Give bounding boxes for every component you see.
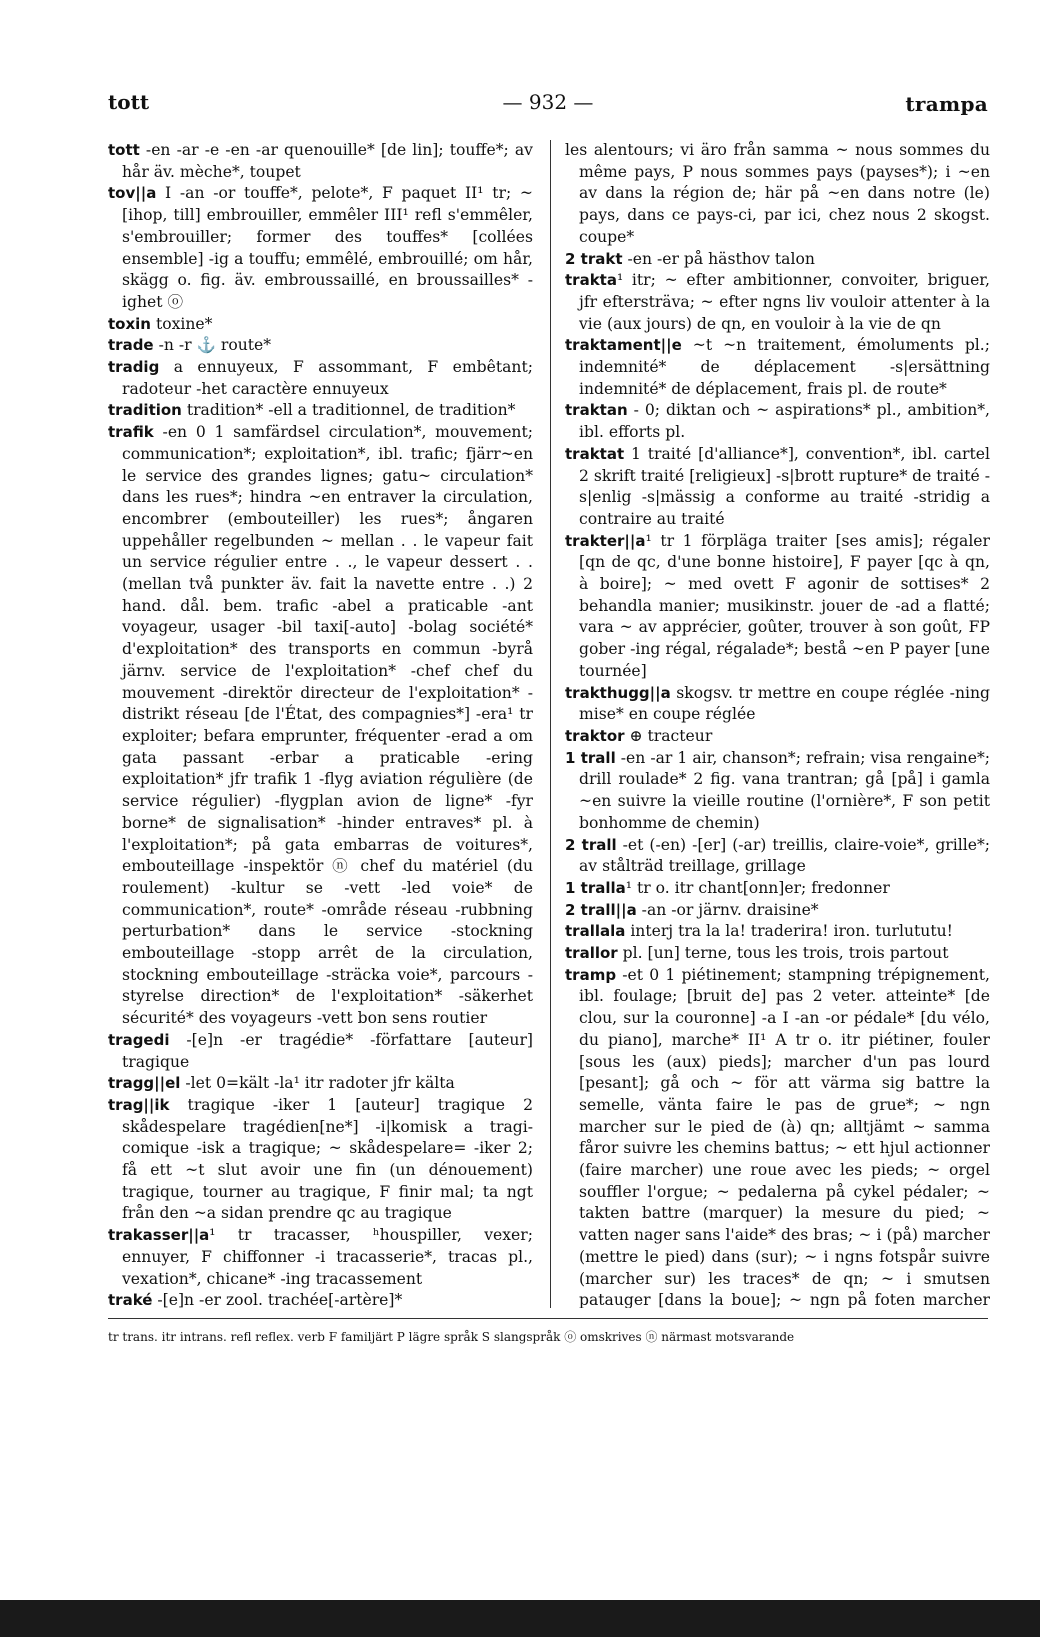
- entry-headword: trallala: [565, 922, 626, 941]
- dictionary-entry: [108, 1225, 533, 1290]
- entry-text: tradition* -ell a traditionnel, de tradition*: [181, 401, 516, 420]
- entry-text: -en -er på hästhov talon: [622, 249, 815, 268]
- entry-headword: trakasser||a: [108, 1226, 210, 1245]
- page-header: [108, 84, 988, 124]
- entry-text: -en -ar 1 air, chanson*; refrain; visa rengaine*; drill roulade* 2 fig. vana trantran; gå [på] i gamla ~en suivre la vieille routine (l'ornière*, F son petit bonhomme de chemin): [579, 748, 990, 832]
- entry-headword: 1 trall: [565, 748, 616, 767]
- abbreviation-legend: tr trans. itr intrans. refl reflex. verb F familjärt P lägre språk S slangspråk ⓞ omskrives ⓝ närmast motsvarande: [108, 1330, 795, 1344]
- entry-text: skogsv. tr mettre en coupe réglée -ning mise* en coupe réglée: [579, 683, 990, 724]
- entry-headword: tramp: [565, 965, 617, 984]
- dictionary-entry: [565, 835, 990, 878]
- entry-headword: 2 trall||a: [565, 900, 637, 919]
- entry-headword: 1 tralla: [565, 878, 626, 897]
- entry-text: ¹ itr; ~ efter ambitionner, convoiter, briguer, jfr eftersträva; ~ efter ngns liv vouloir attenter à la vie (aux jours) de qn, en vouloir à la vie de qn: [579, 271, 990, 333]
- entry-headword: trade: [108, 336, 154, 355]
- entry-text: -[e]n -er tragédie* -författare [auteur] tragique: [122, 1030, 533, 1071]
- entry-text: tragique -iker 1 [auteur] tragique 2 skådespelare tragédien[ne*] -i|komisk a tragi-comique -isk a tragique; ~ skådespelare= -iker 2; få ett ~t slut avoir une fin (un dénouement) tragique, tourner au tragique, F finir mal; ta ngt från den ~a sidan prendre qc au tragique: [122, 1095, 533, 1223]
- entry-headword: trallor: [565, 944, 618, 963]
- dictionary-entry: [565, 965, 990, 1308]
- dictionary-entry: [108, 357, 533, 400]
- dictionary-entry: [108, 1030, 533, 1073]
- dictionary-entry: [565, 878, 990, 900]
- dictionary-entry: [108, 1095, 533, 1225]
- entry-text: interj tra la la! traderira! iron. turlututu!: [625, 922, 953, 941]
- entry-headword: tradig: [108, 358, 160, 377]
- right-running-headword: trampa: [905, 92, 988, 116]
- entry-text: -en 0 1 samfärdsel circulation*, mouvement; communication*; exploitation*, ibl. trafic; fjärr~en le service des grandes lignes; gatu~ circulation* dans les rues*; hindra ~en entraver la circulation, encombrer (embouteiller) les rues*; ångaren uppehåller regelbunden ~ mellan . . le vapeur fait un service régulier entre . ., le vapeur dessert . . (mellan två punkter äv. fait la navette entre . .) 2 hand. dål. bem. trafic -abel a praticable -ant voyageur, usager -bil taxi[-auto] -bolag société* d'exploitation* des transports en commun -byrå järnv. service de l'exploitation* -chef chef du mouvement -direktör directeur de l'exploitation* -distrikt réseau [de l'État, des compagnies*] -era¹ tr exploiter; befara emprunter, fréquenter -erad a om gata passant -erbar a praticable -ering exploitation* jfr trafik 1 -flyg aviation régulière (de service régulier) -flygplan avion de ligne* -fyr borne* de signalisation* -hinder entraves* pl. à l'exploitation*; på gata embarras de voitures*, embouteillage -inspektör ⓝ chef du matériel (du roulement) -kultur se -vett -led voie* de communication*, route* -område réseau -rubbning perturbation* dans le service -stockning embouteillage -stopp arrêt de la circulation, stockning embouteillage -sträcka voie*, parcours -styrelse direction* de l'exploitation* -säkerhet sécurité* des voyageurs -vett bon sens routier: [122, 423, 533, 1028]
- entry-headword: tott: [108, 141, 140, 159]
- entry-text: ~t ~n traitement, émoluments pl.; indemnité* de déplacement -s|ersättning indemnité* de déplacement, frais pl. de route*: [579, 336, 990, 398]
- entry-text: ⊕ tracteur: [624, 726, 713, 745]
- dictionary-entry: [565, 748, 990, 835]
- entry-text: les alentours; vi äro från samma ~ nous sommes du même pays, P nous sommes pays (payses*); i ~en av dans la région de; här på ~en dans notre (le) pays, dans ce pays-ci, par ici, chez nous 2 skogst. coupe*: [565, 141, 990, 246]
- dictionary-entry: [565, 400, 990, 443]
- dictionary-entry: [108, 422, 533, 1030]
- entry-text: toxine*: [150, 314, 213, 333]
- left-column: [108, 140, 533, 1308]
- left-running-headword: tott: [108, 90, 150, 114]
- entry-text: 1 traité [d'alliance*], convention*, ibl. cartel 2 skrift traité [religieux] -s|brott rupture* de traité -s|enlig -s|mässig a conforme au traité -stridig a contraire au traité: [579, 444, 990, 528]
- entry-headword: tov||a: [108, 184, 157, 203]
- entry-headword: trakthugg||a: [565, 683, 671, 702]
- right-column: [565, 140, 990, 1308]
- dictionary-entry: [108, 400, 533, 422]
- dictionary-entry: [565, 140, 990, 249]
- dictionary-entry: [108, 335, 533, 357]
- page-number: — 932 —: [502, 90, 594, 114]
- dictionary-entry: [565, 335, 990, 400]
- scan-edge: [0, 1600, 1040, 1637]
- entry-text: -let 0=kält -la¹ itr radoter jfr kälta: [180, 1074, 455, 1093]
- entry-text: I -an -or touffe*, pelote*, F paquet II¹ tr; ~ [ihop, till] embrouiller, emmêler III¹ refl s'emmêler, s'embrouiller; former des touffes* [collées ensemble] -ig a touffu; emmêlé, embrouillé; om hår, skägg o. fig. äv. embroussaillé, en broussailles* -ighet ⓞ: [122, 184, 533, 311]
- dictionary-entry: [565, 444, 990, 531]
- entry-headword: traktament||e: [565, 336, 682, 355]
- entry-text: -et 0 1 piétinement; stampning trépignement, ibl. foulage; [bruit de] pas 2 veter. atteinte* [de clou, sur la couronne] -a I -an -or pédale* [du vélo, du piano], marche* II¹ A tr o. itr piétiner, fouler [sous les (aux) pieds]; marcher d'un pas lourd [pesant]; gå och ~ för att värma sig battre la semelle, vänta faire le pas de grue*; ~ ngn marcher sur le pied de (à) qn; alltjämt ~ samma fåror suivre les chemins battus; ~ ett hjul actionner (faire marcher) une roue avec les pieds; ~ orgel souffler l'orgue; ~ pedalerna på cykel pédaler; ~ takten battre (marquer) la mesure du pied; ~ vatten nager sans l'aide* des bras; ~ i (på) marcher (mettre le pied) dans (sur); ~ i ngns fotspår suivre (marcher sur) les traces* de qn; ~ i smutsen patauger [dans la boue]; ~ ngn på foten marcher: [579, 965, 990, 1308]
- dictionary-entry: [565, 726, 990, 748]
- entry-text: a ennuyeux, F assommant, F embêtant; radoteur -het caractère ennuyeux: [122, 358, 533, 398]
- entry-headword: 2 trakt: [565, 249, 623, 268]
- dictionary-entry: [565, 943, 990, 965]
- dictionary-entry: [565, 921, 990, 943]
- entry-headword: traktor: [565, 726, 625, 745]
- column-divider: [550, 140, 551, 1308]
- dictionary-entry: [108, 1290, 533, 1308]
- entry-headword: tradition: [108, 401, 182, 420]
- entry-text: - 0; diktan och ~ aspirations* pl., ambition*, ibl. efforts pl.: [579, 401, 990, 442]
- entry-text: ¹ tr 1 förpläga traiter [ses amis]; régaler [qn de qc, d'une bonne histoire], F payer [qc à qn, à boire]; ~ med ovett F agonir de sottises* 2 behandla manier; musikinstr. jouer de -ad a flatté; vara ~ av apprécier, goûter, trouver à son goût, FP gober -ing régal, régalade*; bestå ~en P payer [une tournée]: [579, 531, 990, 680]
- entry-text: pl. [un] terne, tous les trois, trois partout: [617, 944, 949, 963]
- entry-text: -n -r ⚓ route*: [153, 336, 272, 355]
- entry-headword: trakter||a: [565, 531, 646, 550]
- entry-headword: tragg||el: [108, 1074, 181, 1093]
- entry-headword: traké: [108, 1291, 153, 1308]
- dictionary-entry: [108, 140, 533, 183]
- dictionary-entry: [108, 183, 533, 313]
- dictionary-entry: [108, 1073, 533, 1095]
- entry-headword: tragedi: [108, 1030, 170, 1049]
- entry-headword: traktan: [565, 401, 628, 420]
- entry-text: -[e]n -er zool. trachée[-artère]*: [152, 1291, 403, 1308]
- dictionary-entry: [565, 249, 990, 271]
- entry-headword: toxin: [108, 314, 151, 333]
- dictionary-entry: [565, 900, 990, 922]
- entry-headword: 2 trall: [565, 835, 617, 854]
- dictionary-entry: [108, 314, 533, 336]
- entry-text: ¹ tr o. itr chant[onn]er; fredonner: [625, 878, 890, 897]
- entry-text: -an -or järnv. draisine*: [636, 900, 819, 919]
- entry-text: -en -ar -e -en -ar quenouille* [de lin]; touffe*; av hår äv. mèche*, toupet: [122, 141, 533, 181]
- footer-rule: [108, 1318, 988, 1319]
- entry-headword: traktat: [565, 444, 625, 463]
- dictionary-entry: [565, 270, 990, 335]
- entry-text: ¹ tr tracasser, ʰhouspiller, vexer; ennuyer, F chiffonner -i tracasserie*, tracas pl., vexation*, chicane* -ing tracassement: [122, 1226, 533, 1288]
- dictionary-entry: [565, 683, 990, 726]
- dictionary-entry: [565, 531, 990, 683]
- entry-headword: trag||ik: [108, 1095, 170, 1114]
- entry-text: -et (-en) -[er] (-ar) treillis, claire-voie*, grille*; av stålträd treillage, grillage: [579, 835, 990, 876]
- entry-headword: trakta: [565, 271, 617, 290]
- entry-headword: trafik: [108, 423, 154, 442]
